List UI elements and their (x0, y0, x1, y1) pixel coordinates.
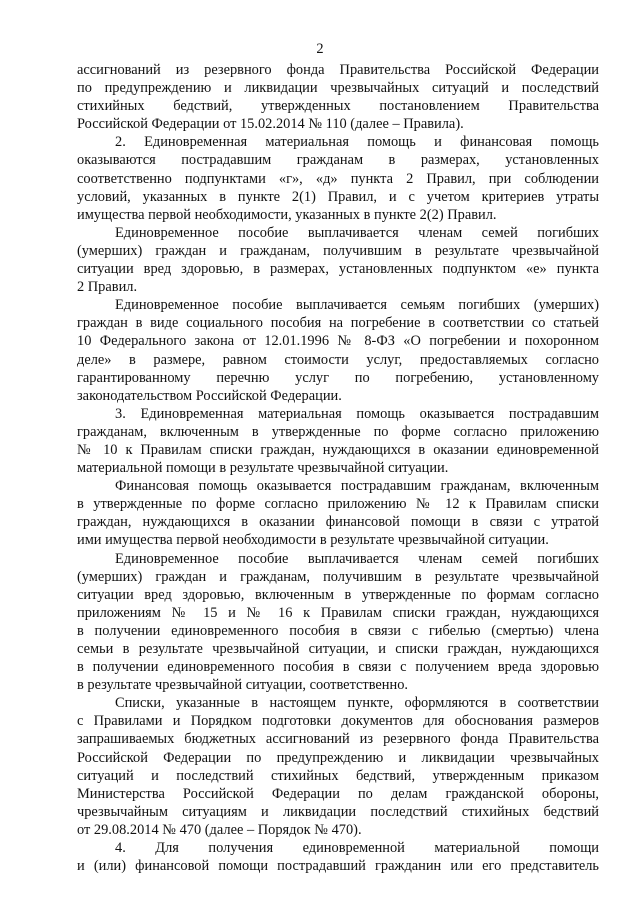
text-line: 4. Для получения единовременной материальной помощи (115, 840, 599, 857)
text-line: в результате чрезвычайной ситуации, соответственно. (77, 677, 408, 694)
text-line: материальной помощи в результате чрезвычайной ситуации. (77, 460, 449, 477)
text-line: чрезвычайным ситуациям и ликвидации последствий стихийных бедствий (77, 803, 599, 820)
page-number: 2 (316, 41, 324, 57)
text-line: № 10 к Правилам списки граждан, нуждающихся в оказании единовременной (77, 441, 599, 458)
text-line: гражданам, включенным в утвержденные по форме согласно приложению (77, 423, 599, 440)
text-line: в получении единовременного пособия в связи с получением вреда здоровью (77, 659, 599, 676)
paragraph (77, 839, 599, 875)
text-line: в получении единовременного пособия в связи с гибелью (смертью) члена (77, 622, 599, 639)
text-line: 2. Единовременная материальная помощь и финансовая помощь (115, 134, 599, 151)
text-line: деле» в размере, равном стоимости услуг, предоставляемых согласно (77, 351, 599, 368)
text-line: 10 Федерального закона от 12.01.1996 № 8-ФЗ «О погребении и похоронном (77, 333, 599, 350)
paragraph (77, 477, 599, 549)
paragraph (77, 296, 599, 405)
text-line: ситуации вред здоровью, в размерах, установленных подпунктом «е» пункта (77, 261, 599, 278)
text-line: Российской Федерации от 15.02.2014 № 110 (далее – Правила). (77, 116, 464, 133)
text-line: по предупреждению и ликвидации чрезвычайных ситуаций и последствий (77, 80, 599, 97)
text-line: ими имущества первой необходимости в результате чрезвычайной ситуации. (77, 532, 549, 549)
text-line: Финансовая помощь оказывается пострадавшим гражданам, включенным (115, 478, 599, 495)
paragraph (77, 550, 599, 695)
text-line: 3. Единовременная материальная помощь оказывается пострадавшим (115, 405, 599, 422)
document-body (77, 61, 599, 875)
text-line: Единовременное пособие выплачивается членам семей погибших (115, 224, 599, 241)
paragraph (77, 224, 599, 296)
text-line: семьи в результате чрезвычайной ситуации, и списки граждан, нуждающихся (77, 641, 599, 657)
text-line: приложениям № 15 и № 16 к Правилам списки граждан, нуждающихся (77, 604, 599, 621)
text-line: стихийных бедствий, утвержденных постановлением Правительства (77, 98, 599, 115)
paragraph (77, 133, 599, 223)
text-line: Списки, указанные в настоящем пункте, оформляются в соответствии (115, 695, 599, 712)
text-line: в утвержденные по форме согласно приложению № 12 к Правилам списки (77, 496, 599, 513)
text-line: (умерших) граждан и гражданам, получившим в результате чрезвычайной (77, 242, 599, 259)
paragraph (77, 694, 599, 839)
text-line: запрашиваемых бюджетных ассигнований из резервного фонда Правительства (77, 731, 599, 748)
text-line: оказываются пострадавшим гражданам в размерах, установленных (77, 152, 599, 169)
text-line: законодательством Российской Федерации. (77, 387, 342, 404)
text-line: Министерства Российской Федерации по делам гражданской обороны, (77, 785, 599, 802)
text-line: ситуаций и последствий стихийных бедствий, утвержденным приказом (77, 767, 599, 784)
text-line: (умерших) граждан и гражданам, получившим в результате чрезвычайной (77, 568, 599, 585)
text-line: Российской Федерации по предупреждению и ликвидации чрезвычайных (77, 749, 599, 766)
text-line: ситуации вред здоровью, включенным в утвержденные по формам согласно (77, 586, 599, 603)
text-line: имущества первой необходимости, указанных в пункте 2(2) Правил. (77, 206, 497, 223)
text-line: Единовременное пособие выплачивается семьям погибших (умерших) (115, 297, 599, 314)
text-line: гарантированному перечню услуг по погребению, установленному (77, 369, 599, 386)
text-line: ассигнований из резервного фонда Правительства Российской Федерации (77, 62, 599, 78)
text-line: от 29.08.2014 № 470 (далее – Порядок № 470). (77, 821, 362, 838)
text-line: и (или) финансовой помощи пострадавший гражданин или его представитель (77, 858, 599, 875)
paragraph (77, 405, 599, 477)
text-line: с Правилами и Порядком подготовки документов для обоснования размеров (77, 713, 599, 730)
text-line: граждан, нуждающихся в оказании финансовой помощи в связи с утратой (77, 514, 599, 531)
text-line: соответственно подпунктами «г», «д» пункта 2 Правил, при соблюдении (77, 170, 599, 187)
text-line: Единовременное пособие выплачивается членам семей погибших (115, 550, 599, 567)
paragraph (77, 61, 599, 133)
text-line: условий, указанных в пункте 2(1) Правил, и с учетом критериев утраты (77, 188, 599, 205)
text-line: граждан в виде социального пособия на погребение в соответствии со статьей (77, 315, 599, 332)
text-line: 2 Правил. (77, 279, 138, 296)
